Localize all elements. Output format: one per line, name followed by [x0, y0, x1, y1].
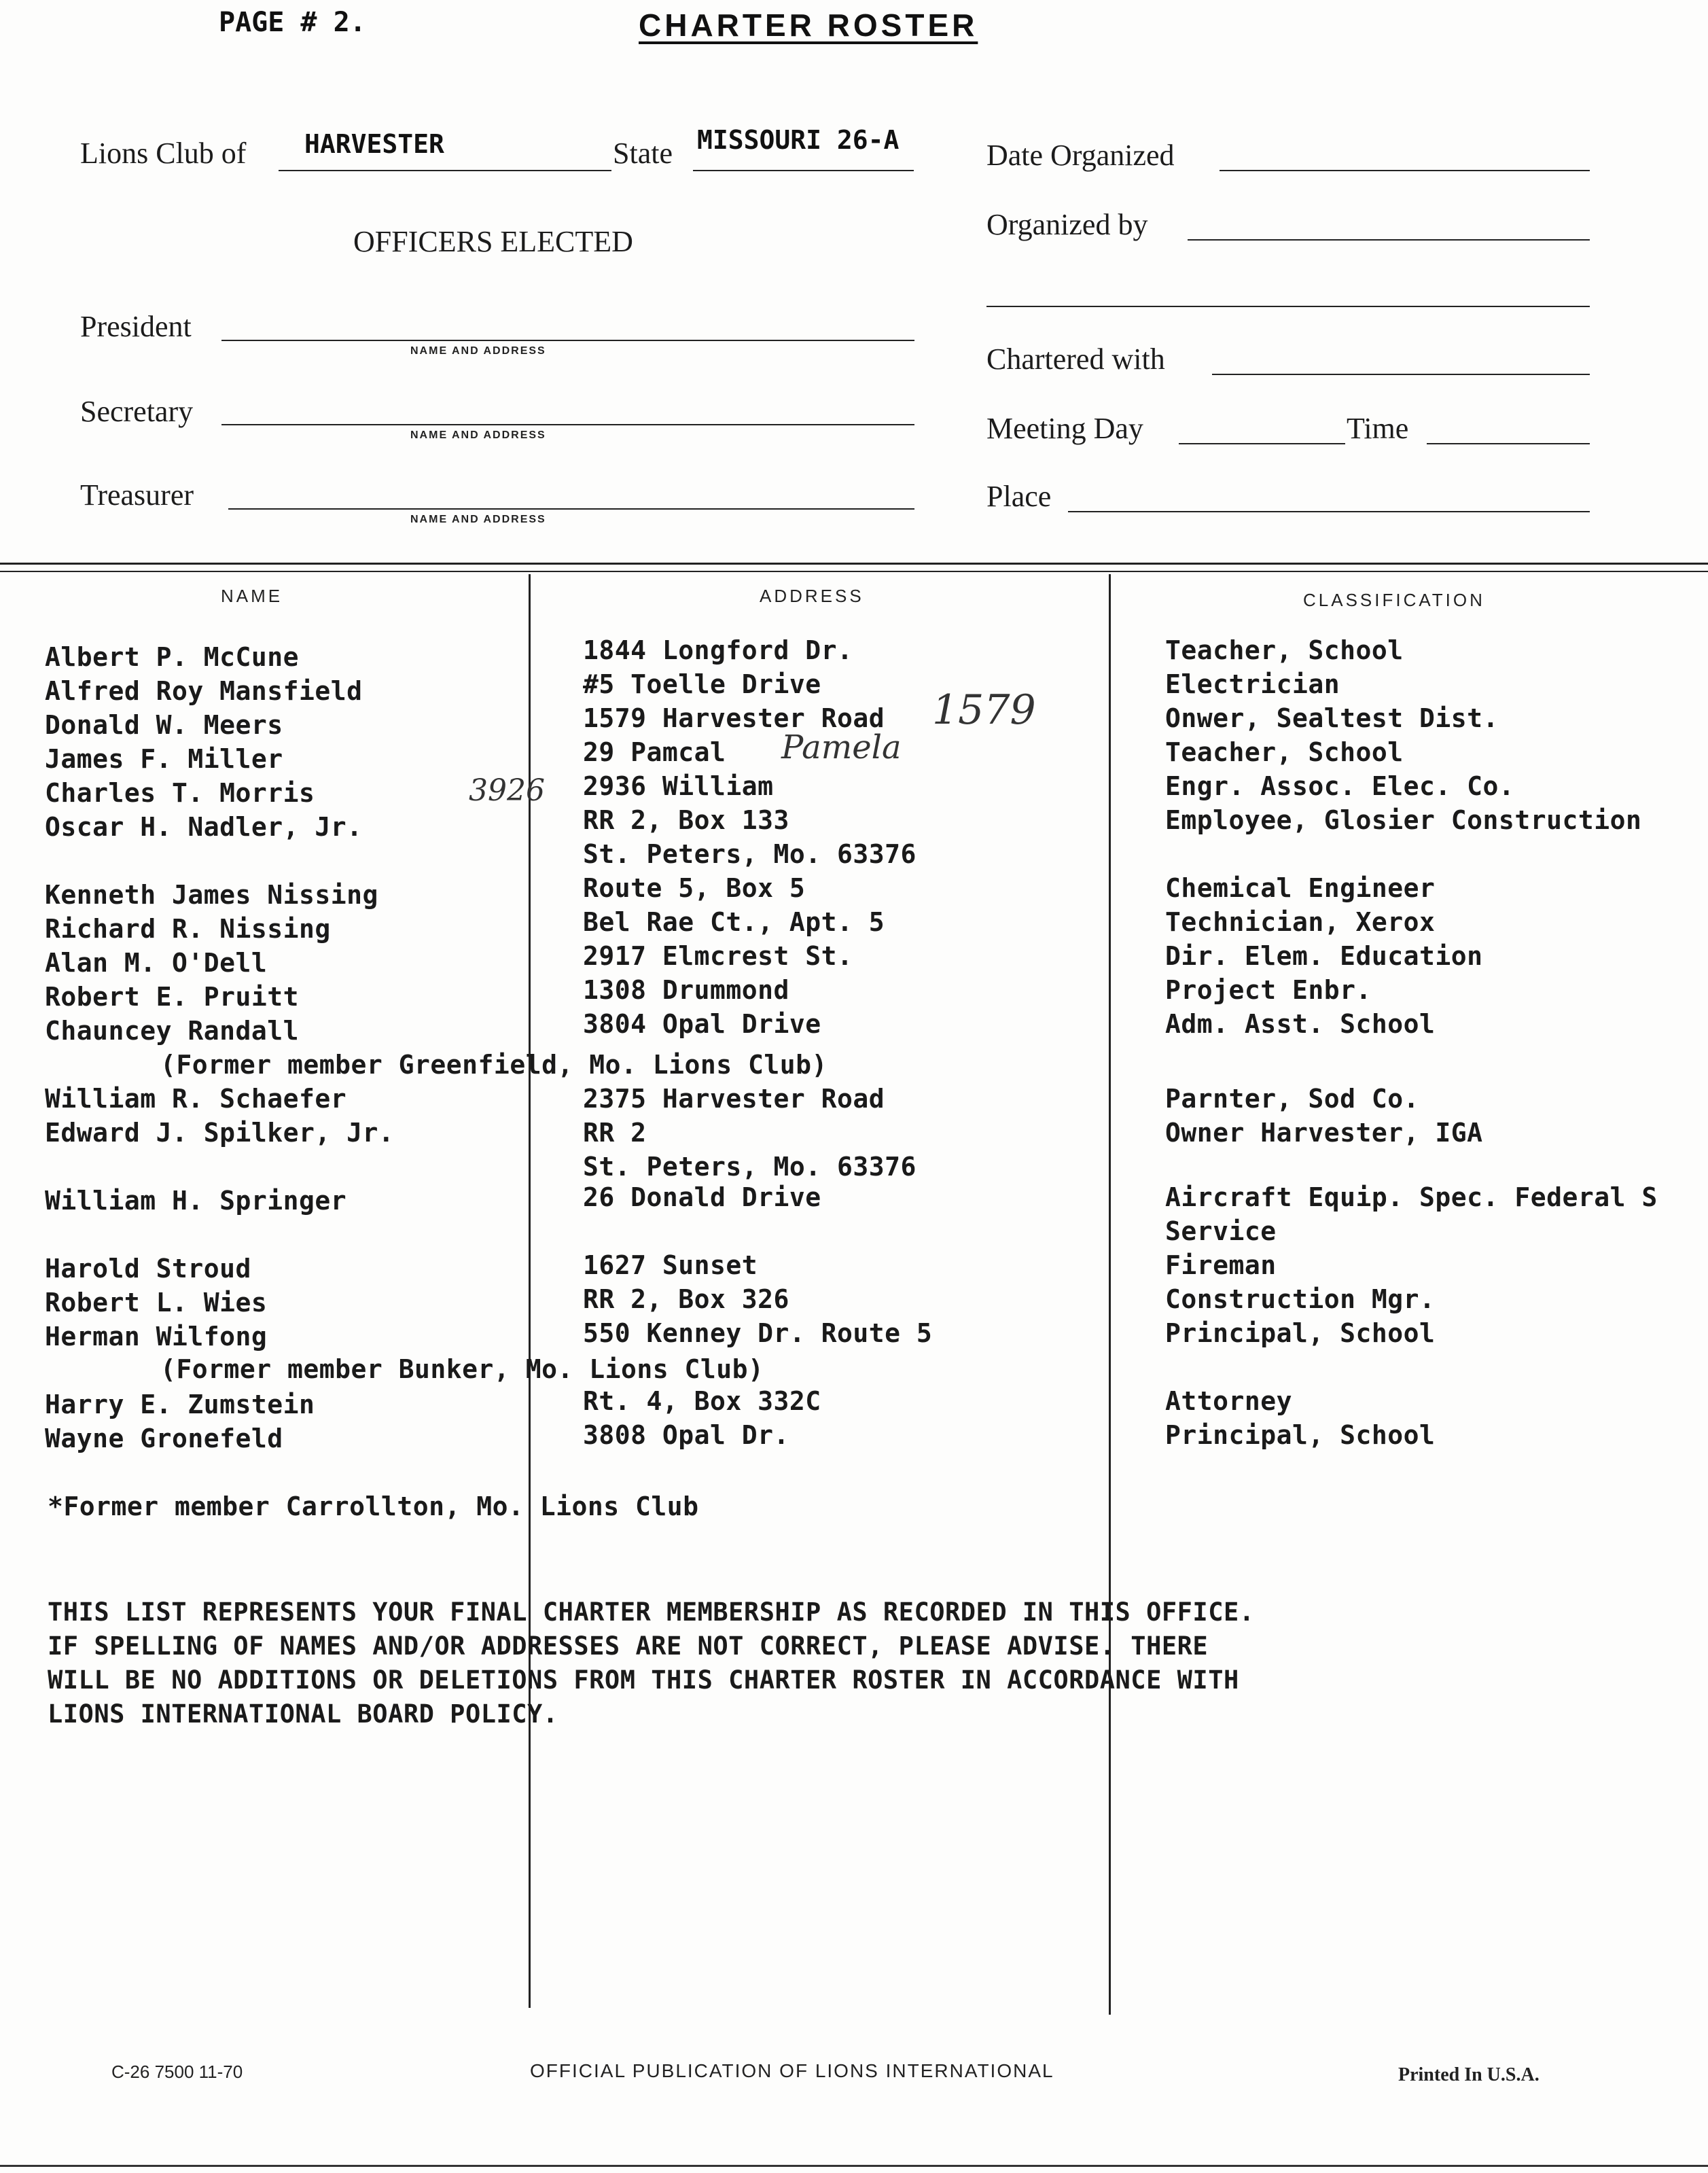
club-value: HARVESTER [304, 129, 444, 159]
member-classification: Teacher, School [1165, 737, 1404, 767]
final-notice-line: THIS LIST REPRESENTS YOUR FINAL CHARTER MEMBERSHIP AS RECORDED IN THIS OFFICE. [48, 1597, 1255, 1627]
member-classification: Project Enbr. [1165, 975, 1372, 1005]
treasurer-label: Treasurer [80, 478, 194, 512]
member-classification: Principal, School [1165, 1420, 1436, 1450]
classification-column-header: CLASSIFICATION [1303, 590, 1485, 610]
member-address: Bel Rae Ct., Apt. 5 [583, 907, 885, 937]
member-address: RR 2 [583, 1118, 647, 1148]
table-top-rule-2 [0, 571, 1708, 572]
member-address: 3808 Opal Dr. [583, 1420, 789, 1450]
address-column-header: ADDRESS [760, 586, 864, 606]
member-address: 2375 Harvester Road [583, 1084, 885, 1114]
member-address: RR 2, Box 133 [583, 805, 789, 835]
member-classification: Onwer, Sealtest Dist. [1165, 703, 1499, 733]
club-line [279, 170, 611, 171]
page-title: CHARTER ROSTER [639, 7, 978, 43]
handwritten-house-number: 1579 [932, 686, 1036, 734]
member-classification: Engr. Assoc. Elec. Co. [1165, 771, 1515, 801]
member-address: 1844 Longford Dr. [583, 635, 853, 665]
member-classification: Teacher, School [1165, 635, 1404, 665]
member-address: 1627 Sunset [583, 1250, 758, 1280]
member-classification: Attorney [1165, 1386, 1293, 1416]
column-divider-2 [1109, 574, 1111, 2015]
treasurer-hint: NAME AND ADDRESS [410, 514, 546, 525]
member-name: Wayne Gronefeld [45, 1424, 283, 1453]
handwritten-house-number: 3926 [469, 773, 545, 808]
member-classification: Service [1165, 1216, 1277, 1246]
member-classification: Electrician [1165, 669, 1340, 699]
member-name: Robert L. Wies [45, 1288, 268, 1318]
printed-in-usa: Printed In U.S.A. [1398, 2064, 1540, 2085]
time-label: Time [1347, 412, 1409, 445]
final-notice-line: LIONS INTERNATIONAL BOARD POLICY. [48, 1699, 558, 1729]
page-number: PAGE # 2. [219, 7, 366, 38]
member-name: Kenneth James Nissing [45, 880, 378, 910]
member-classification: Aircraft Equip. Spec. Federal S [1165, 1182, 1658, 1212]
meeting-day-line [1179, 443, 1345, 444]
member-name: William R. Schaefer [45, 1084, 347, 1114]
president-line [221, 340, 914, 341]
meeting-day-label: Meeting Day [986, 412, 1143, 445]
member-address: 1579 Harvester Road [583, 703, 885, 733]
member-classification: Principal, School [1165, 1318, 1436, 1348]
state-line [693, 170, 914, 171]
member-name: Chauncey Randall [45, 1016, 300, 1046]
member-name: Robert E. Pruitt [45, 982, 300, 1012]
president-hint: NAME AND ADDRESS [410, 345, 546, 357]
member-address: 26 Donald Drive [583, 1182, 821, 1212]
member-address: RR 2, Box 326 [583, 1284, 789, 1314]
member-name: Herman Wilfong [45, 1322, 268, 1352]
chartered-with-label: Chartered with [986, 342, 1165, 376]
final-notice-line: IF SPELLING OF NAMES AND/OR ADDRESSES ARE NOT CORRECT, PLEASE ADVISE. THERE [48, 1631, 1209, 1661]
member-name: James F. Miller [45, 744, 283, 774]
footnote: *Former member Carrollton, Mo. Lions Club [48, 1491, 699, 1521]
place-line [1068, 511, 1590, 512]
secretary-label: Secretary [80, 395, 194, 428]
member-address: 2917 Elmcrest St. [583, 941, 853, 971]
organized-by-line [1188, 239, 1590, 241]
date-organized-line [1220, 170, 1590, 171]
member-classification: Adm. Asst. School [1165, 1009, 1436, 1039]
treasurer-line [228, 508, 914, 510]
place-label: Place [986, 480, 1052, 513]
president-label: President [80, 310, 192, 343]
member-name: Donald W. Meers [45, 710, 283, 740]
final-notice-line: WILL BE NO ADDITIONS OR DELETIONS FROM THIS CHARTER ROSTER IN ACCORDANCE WITH [48, 1665, 1239, 1695]
member-name: Oscar H. Nadler, Jr. [45, 812, 363, 842]
table-top-rule [0, 563, 1708, 565]
former-member-note: (Former member Bunker, Mo. Lions Club) [160, 1354, 764, 1384]
member-classification: Construction Mgr. [1165, 1284, 1436, 1314]
bottom-edge [0, 2165, 1708, 2167]
member-address: 29 Pamcal [583, 737, 726, 767]
member-address: 3804 Opal Drive [583, 1009, 821, 1039]
member-classification: Owner Harvester, IGA [1165, 1118, 1483, 1148]
member-name: Albert P. McCune [45, 642, 300, 672]
member-name: Edward J. Spilker, Jr. [45, 1118, 395, 1148]
publication-credit: OFFICIAL PUBLICATION OF LIONS INTERNATIONAL [530, 2060, 1054, 2081]
secretary-hint: NAME AND ADDRESS [410, 429, 546, 441]
time-line [1427, 443, 1590, 444]
member-address: St. Peters, Mo. 63376 [583, 839, 917, 869]
member-name: William H. Springer [45, 1186, 347, 1216]
state-value: MISSOURI 26-A [697, 125, 900, 155]
member-address: St. Peters, Mo. 63376 [583, 1152, 917, 1182]
member-classification: Parnter, Sod Co. [1165, 1084, 1420, 1114]
chartered-with-line [1212, 374, 1590, 375]
member-classification: Fireman [1165, 1250, 1277, 1280]
member-name: Richard R. Nissing [45, 914, 331, 944]
member-address: #5 Toelle Drive [583, 669, 821, 699]
member-classification: Technician, Xerox [1165, 907, 1436, 937]
member-name: Alan M. O'Dell [45, 948, 268, 978]
organized-by-line-2 [986, 306, 1590, 307]
member-name: Harold Stroud [45, 1254, 251, 1284]
name-column-header: NAME [221, 586, 283, 606]
form-code: C-26 7500 11-70 [111, 2062, 243, 2082]
former-member-note: (Former member Greenfield, Mo. Lions Club) [160, 1050, 828, 1080]
member-classification: Employee, Glosier Construction [1165, 805, 1642, 835]
member-address: 550 Kenney Dr. Route 5 [583, 1318, 933, 1348]
member-classification: Dir. Elem. Education [1165, 941, 1483, 971]
organized-by-label: Organized by [986, 208, 1148, 241]
member-name: Charles T. Morris [45, 778, 315, 808]
member-address: Rt. 4, Box 332C [583, 1386, 821, 1416]
member-name: Alfred Roy Mansfield [45, 676, 363, 706]
officers-heading: OFFICERS ELECTED [353, 225, 633, 258]
member-address: 1308 Drummond [583, 975, 789, 1005]
member-classification: Chemical Engineer [1165, 873, 1436, 903]
secretary-line [221, 424, 914, 425]
member-address: 2936 William [583, 771, 774, 801]
club-label: Lions Club of [80, 137, 247, 170]
member-name: Harry E. Zumstein [45, 1390, 315, 1419]
state-label: State [613, 137, 673, 170]
date-organized-label: Date Organized [986, 139, 1175, 172]
member-address: Route 5, Box 5 [583, 873, 806, 903]
handwritten-street-correction: Pamela [781, 728, 902, 766]
